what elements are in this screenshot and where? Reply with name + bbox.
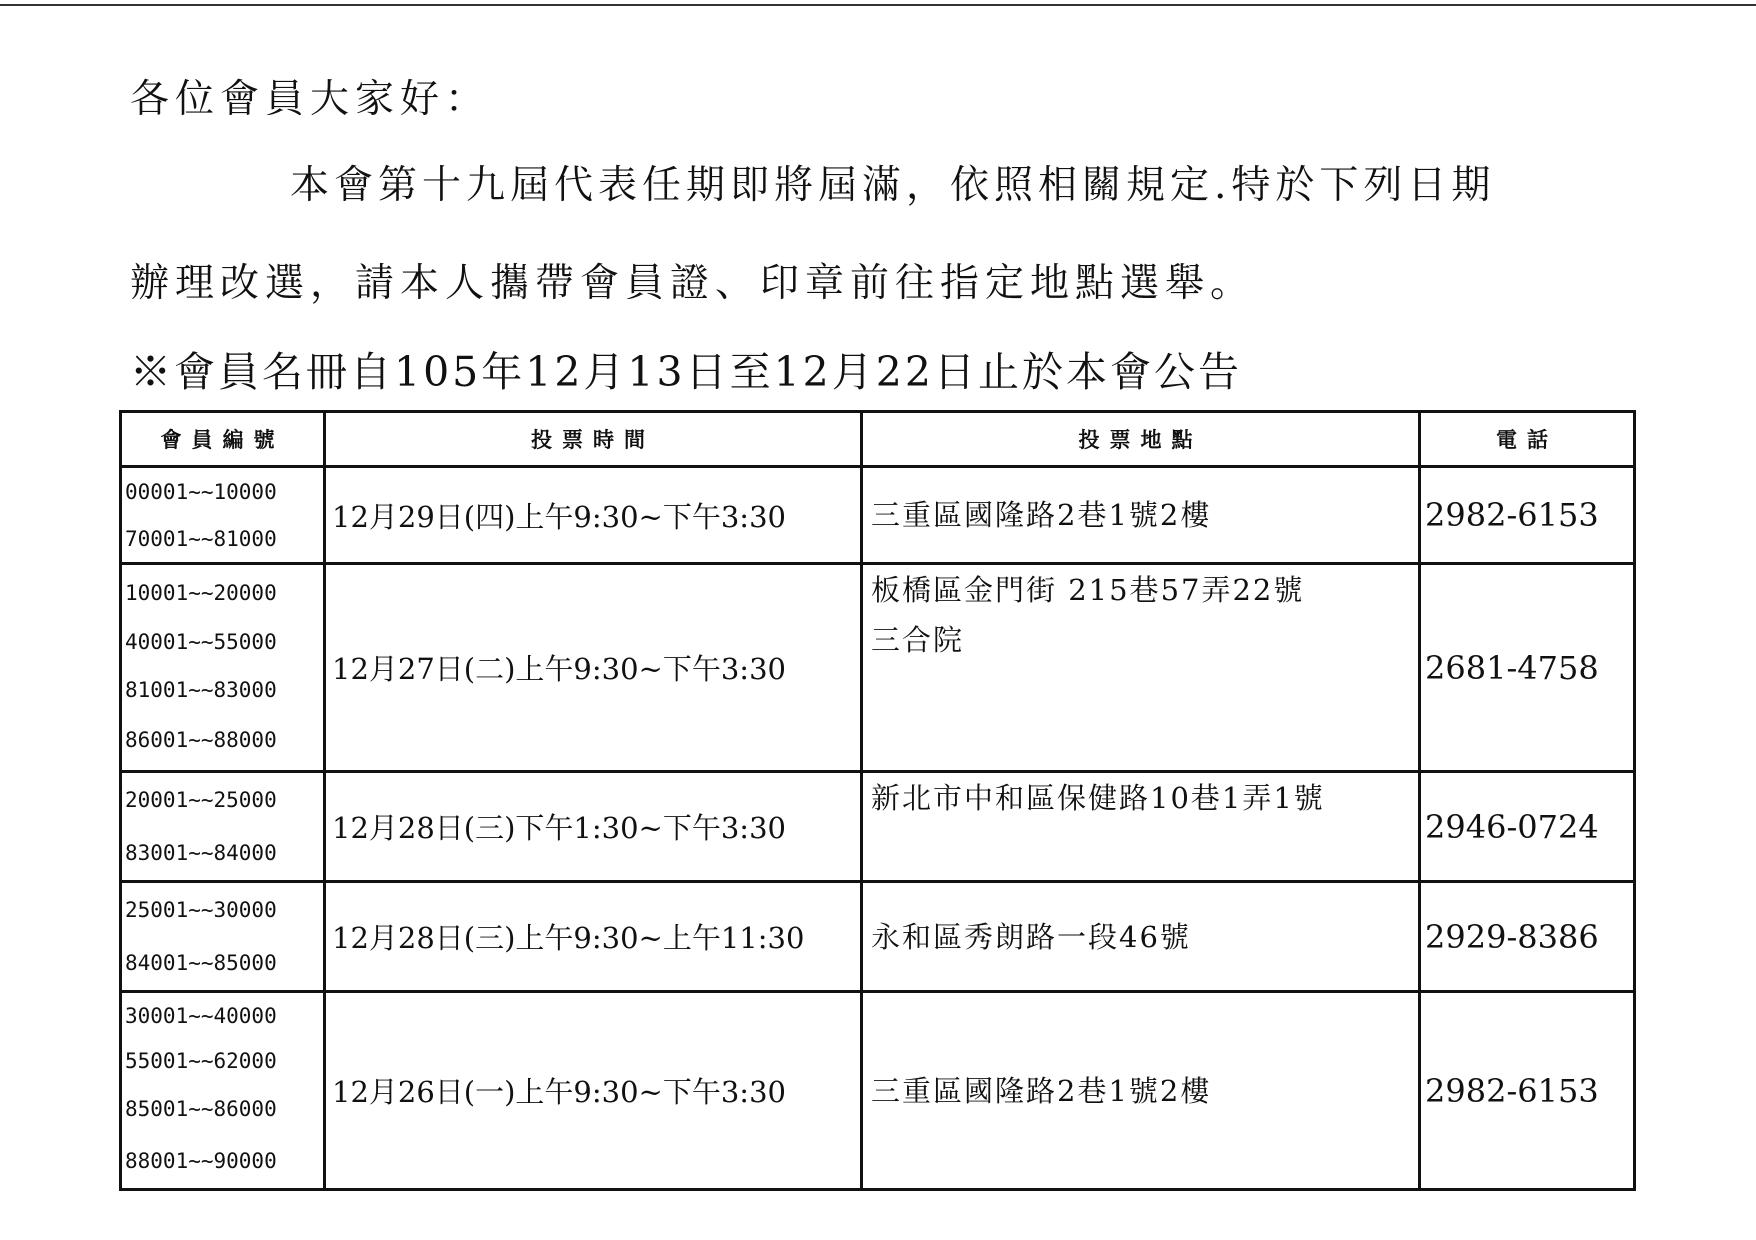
header-vote-time: 投票時間	[325, 412, 862, 467]
member-roster-notice: ※會員名冊自105年12月13日至12月22日止於本會公告	[130, 348, 1242, 396]
header-member-id: 會員編號	[121, 412, 325, 467]
member-id-ranges	[121, 564, 325, 772]
table-row	[121, 992, 1635, 1190]
table-row	[121, 882, 1635, 992]
voting-place-line: 三合院	[871, 623, 965, 657]
member-id-range: 88001~~90000	[125, 1149, 277, 1173]
voting-place-line: 新北市中和區保健路10巷1弄1號	[871, 781, 1325, 815]
voting-place	[862, 564, 1420, 772]
table-header-row	[121, 412, 1635, 467]
header-phone: 電話	[1420, 412, 1635, 467]
voting-place	[862, 772, 1420, 882]
voting-place	[862, 992, 1420, 1190]
member-id-range: 30001~~40000	[125, 1003, 277, 1028]
phone-number: 2946-0724	[1420, 772, 1635, 882]
voting-time: 12月26日(一)上午9:30~下午3:30	[325, 992, 862, 1190]
voting-time: 12月27日(二)上午9:30~下午3:30	[325, 564, 862, 772]
table-body	[121, 467, 1635, 1190]
table-row	[121, 467, 1635, 564]
top-rule	[0, 4, 1756, 6]
voting-schedule-table	[119, 410, 1636, 1191]
announcement-line-1: 本會第十九屆代表任期即將屆滿，依照相關規定.特於下列日期	[290, 163, 1496, 208]
phone-number: 2681-4758	[1420, 564, 1635, 772]
voting-place-line: 三重區國隆路2巷1號2樓	[871, 498, 1212, 532]
table-row	[121, 564, 1635, 772]
member-id-ranges	[121, 772, 325, 882]
voting-place	[862, 467, 1420, 564]
voting-place-line: 板橋區金門街 215巷57弄22號	[871, 573, 1305, 607]
member-id-range: 55001~~62000	[125, 1049, 277, 1073]
member-id-range: 84001~~85000	[125, 951, 277, 975]
member-id-range: 70001~~81000	[125, 527, 277, 551]
member-id-ranges	[121, 992, 325, 1190]
header-vote-place: 投票地點	[862, 412, 1420, 467]
table-row	[121, 772, 1635, 882]
greeting: 各位會員大家好：	[130, 77, 491, 122]
member-id-range: 10001~~20000	[125, 580, 277, 605]
voting-time: 12月28日(三)下午1:30~下午3:30	[325, 772, 862, 882]
member-id-range: 85001~~86000	[125, 1097, 277, 1121]
member-id-range: 20001~~25000	[125, 787, 277, 812]
member-id-range: 83001~~84000	[125, 841, 277, 865]
member-id-range: 86001~~88000	[125, 727, 277, 752]
voting-place-line: 三重區國隆路2巷1號2樓	[871, 1073, 1212, 1108]
voting-time: 12月28日(三)上午9:30~上午11:30	[325, 882, 862, 992]
phone-number: 2982-6153	[1420, 467, 1635, 564]
voting-place-line: 永和區秀朗路一段46號	[871, 919, 1191, 954]
phone-number: 2929-8386	[1420, 882, 1635, 992]
announcement-line-2: 辦理改選，請本人攜帶會員證、印章前往指定地點選舉。	[130, 261, 1256, 306]
phone-number: 2982-6153	[1420, 992, 1635, 1190]
member-id-ranges	[121, 882, 325, 992]
member-id-range: 81001~~83000	[125, 677, 277, 702]
member-id-range: 00001~~10000	[125, 480, 277, 504]
voting-place	[862, 882, 1420, 992]
member-id-range: 25001~~30000	[125, 897, 277, 922]
member-id-ranges	[121, 467, 325, 564]
voting-time: 12月29日(四)上午9:30~下午3:30	[325, 467, 862, 564]
member-id-range: 40001~~55000	[125, 629, 277, 654]
